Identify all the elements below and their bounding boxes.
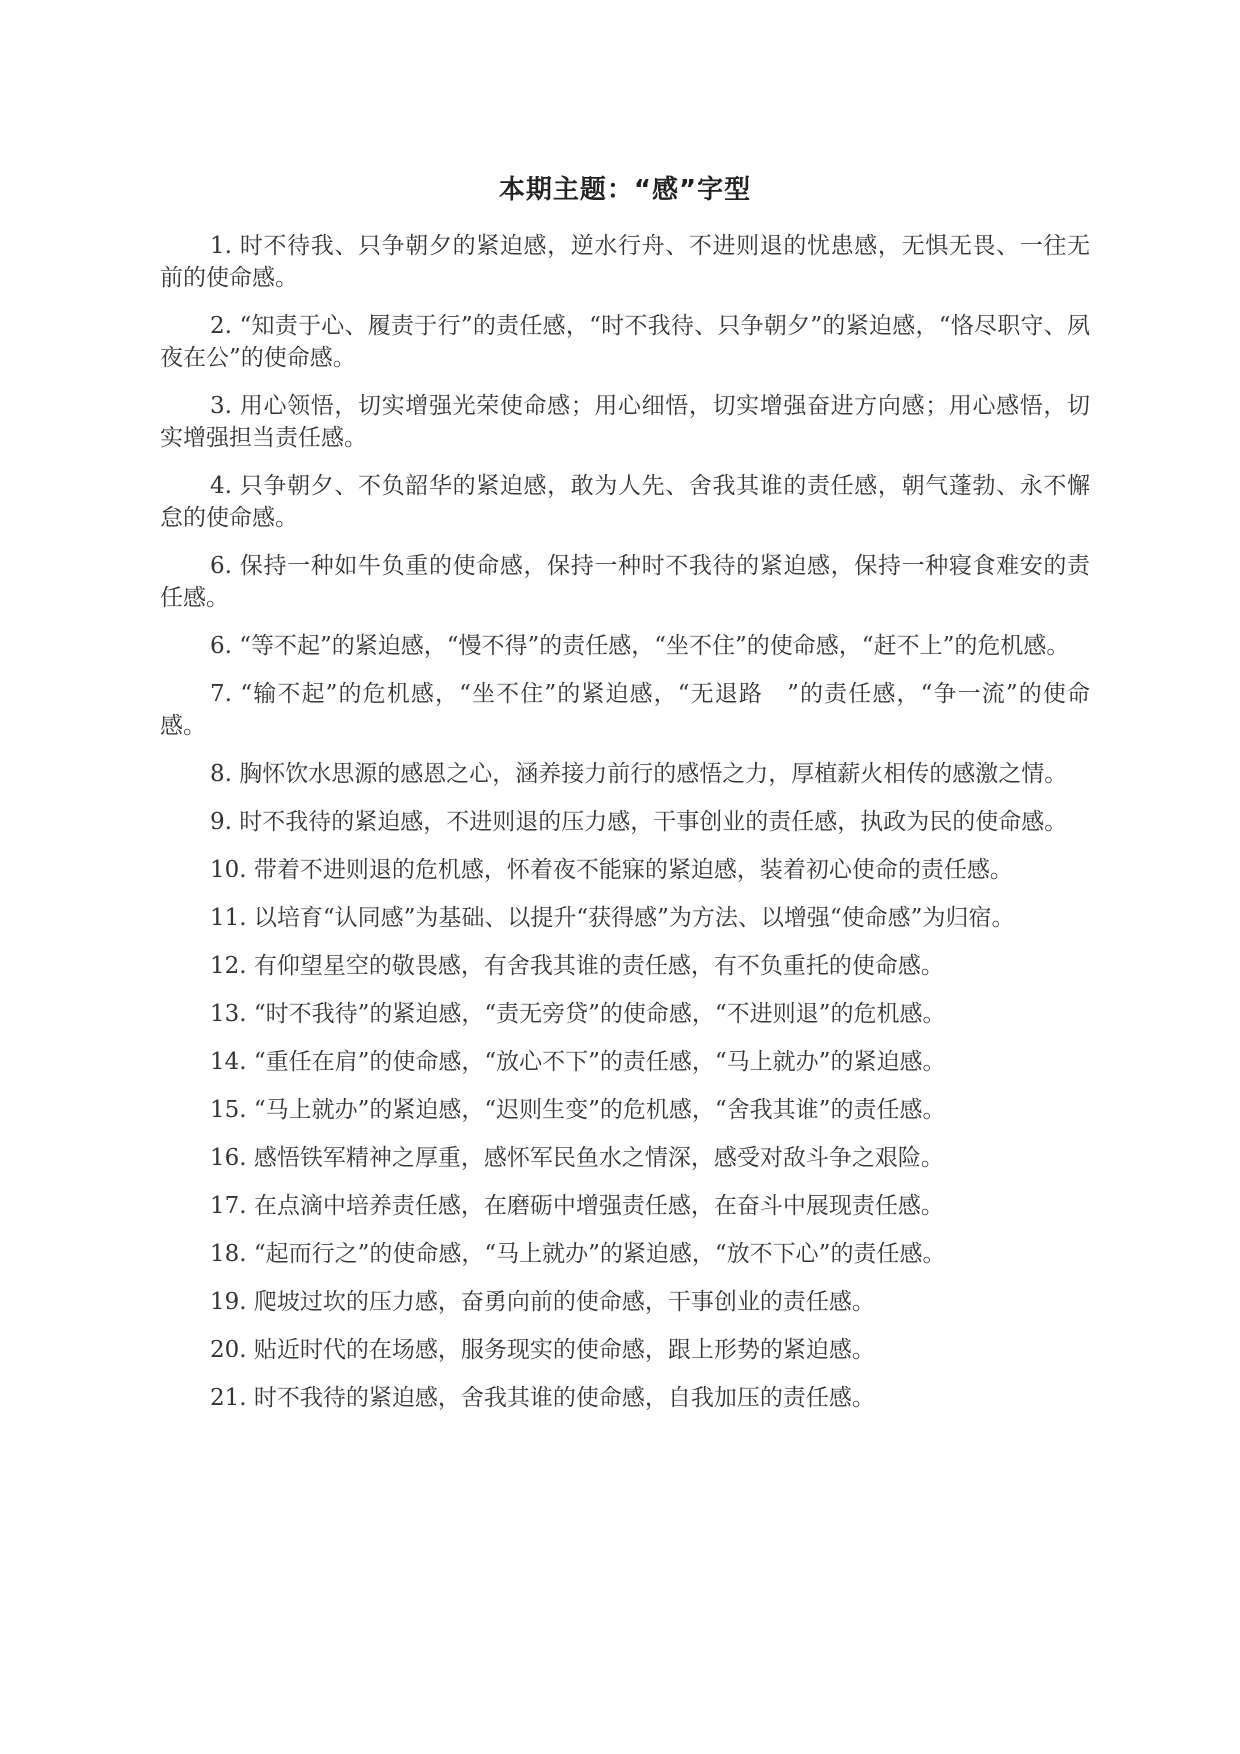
document-page (160, 170, 1090, 1430)
list-item: 1. 时不待我、只争朝夕的紧迫感，逆水行舟、不进则退的忧患感，无惧无畏、一往无前的使命感。 (160, 233, 1090, 291)
list-item: 12. 有仰望星空的敬畏感，有舍我其谁的责任感，有不负重托的使命感。 (210, 953, 944, 979)
list-item: 17. 在点滴中培养责任感，在磨砺中增强责任感，在奋斗中展现责任感。 (210, 1193, 944, 1219)
list-item: 19. 爬坡过坎的压力感，奋勇向前的使命感，干事创业的责任感。 (210, 1289, 875, 1315)
list-item: 13. “时不我待”的紧迫感，“责无旁贷”的使命感，“不进则退”的危机感。 (210, 1001, 946, 1027)
list-item: 14. “重任在肩”的使命感，“放心不下”的责任感，“马上就办”的紧迫感。 (210, 1049, 946, 1075)
list-item: 15. “马上就办”的紧迫感，“迟则生变”的危机感，“舍我其谁”的责任感。 (210, 1097, 946, 1123)
list-item: 3. 用心领悟，切实增强光荣使命感；用心细悟，切实增强奋进方向感；用心感悟，切实增强担当责任感。 (160, 393, 1090, 451)
list-item: 11. 以培育“认同感”为基础、以提升“获得感”为方法、以增强“使命感”为归宿。 (210, 905, 1015, 931)
list-item: 18. “起而行之”的使命感，“马上就办”的紧迫感，“放不下心”的责任感。 (210, 1241, 946, 1267)
list-item: 4. 只争朝夕、不负韶华的紧迫感，敢为人先、舍我其谁的责任感，朝气蓬勃、永不懈怠的使命感。 (160, 473, 1090, 531)
list-item: 16. 感悟铁军精神之厚重，感怀军民鱼水之情深，感受对敌斗争之艰险。 (210, 1145, 944, 1171)
list-item: 10. 带着不进则退的危机感，怀着夜不能寐的紧迫感，装着初心使命的责任感。 (210, 857, 1013, 883)
list-item: 21. 时不我待的紧迫感，舍我其谁的使命感，自我加压的责任感。 (210, 1385, 875, 1411)
list-item: 6. “等不起”的紧迫感，“慢不得”的责任感，“坐不住”的使命感，“赶不上”的危机感。 (210, 633, 1070, 659)
list-item: 7. “输不起”的危机感，“坐不住”的紧迫感，“无退路 ”的责任感，“争一流”的使命感。 (160, 681, 1090, 739)
list-item: 2. “知责于心、履责于行”的责任感，“时不我待、只争朝夕”的紧迫感，“恪尽职守、夙夜在公”的使命感。 (160, 313, 1091, 371)
list-item: 20. 贴近时代的在场感，服务现实的使命感，跟上形势的紧迫感。 (210, 1337, 875, 1363)
list-item: 6. 保持一种如牛负重的使命感，保持一种时不我待的紧迫感，保持一种寝食难安的责任感。 (160, 553, 1090, 611)
list-item: 8. 胸怀饮水思源的感恩之心，涵养接力前行的感悟之力，厚植薪火相传的感激之情。 (210, 761, 1068, 787)
list-item: 9. 时不我待的紧迫感，不进则退的压力感，干事创业的责任感，执政为民的使命感。 (210, 809, 1068, 835)
item-list (160, 230, 1090, 1414)
page-title: 本期主题：“感”字型 (498, 175, 752, 205)
